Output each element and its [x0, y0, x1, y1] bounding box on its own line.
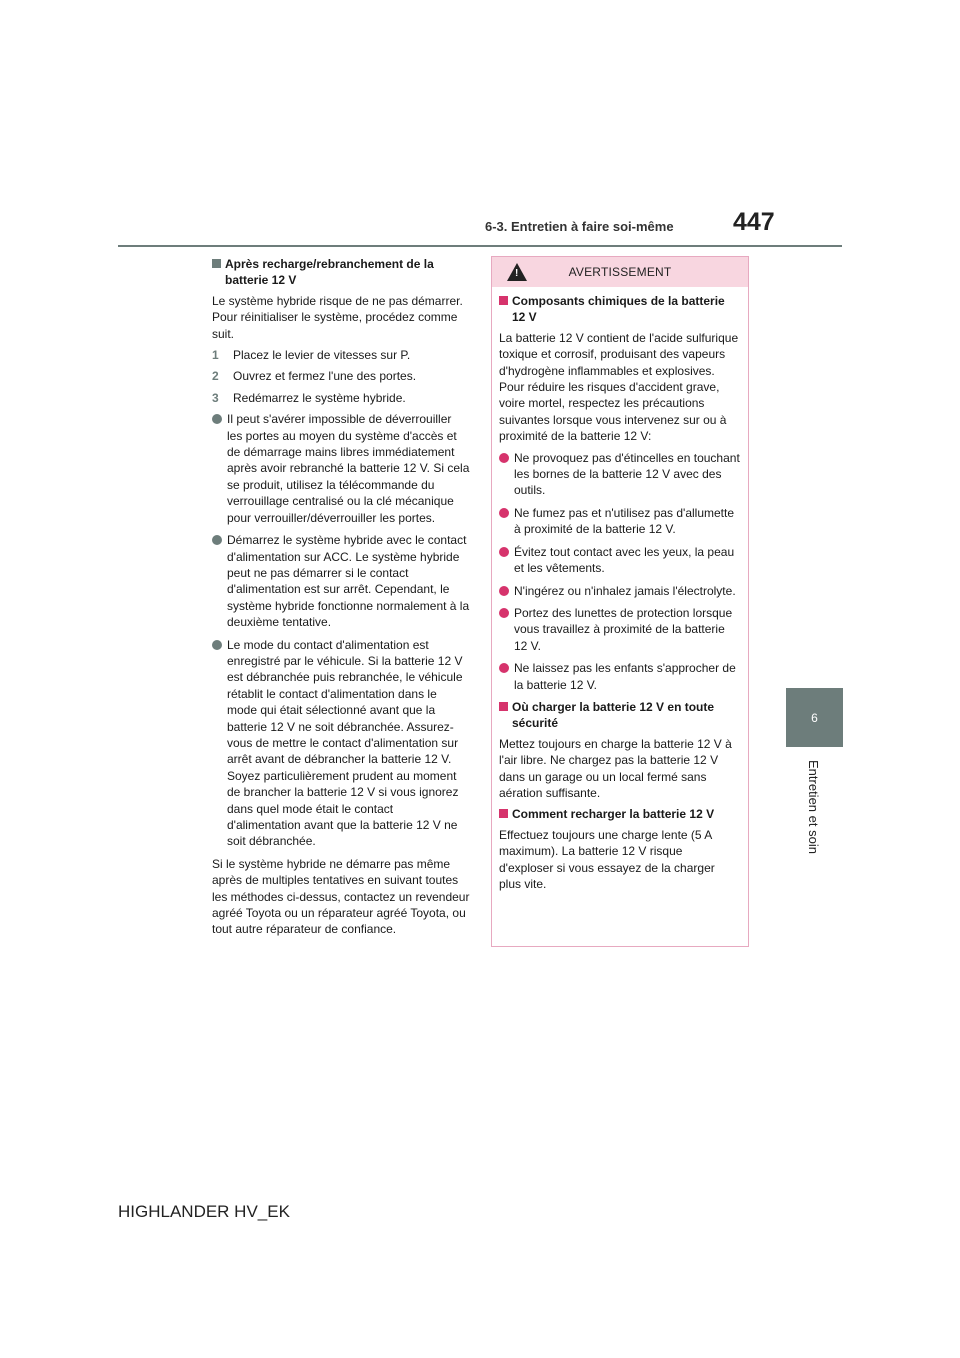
warning-heading: Où charger la batterie 12 V en toute sécurité	[499, 699, 740, 732]
list-item: Il peut s'avérer impossible de déverrouiller les portes au moyen du système d'accès et de démarrage mains libres immédiatement après avoir rebranché la batterie 12 V. Si cela se produit, utilisez la télécommande du verrouillage centralisé ou la clé mécanique pour verrouiller/déverrouiller les portes.	[212, 411, 470, 526]
circle-bullet-icon	[499, 586, 509, 596]
section-heading: Après recharge/rebranchement de la batterie 12 V	[212, 256, 470, 289]
circle-bullet-icon	[499, 453, 509, 463]
warning-paragraph: Effectuez toujours une charge lente (5 A maximum). La batterie 12 V risque d'exploser si vous essayez de la charger plus vite.	[499, 827, 715, 891]
step-item: 3 Redémarrez le système hybride.	[212, 390, 406, 405]
circle-bullet-icon	[499, 608, 509, 618]
warning-body	[492, 287, 748, 892]
warning-heading: Comment recharger la batterie 12 V	[499, 806, 740, 822]
square-bullet-icon	[499, 296, 508, 305]
warning-paragraph: La batterie 12 V contient de l'acide sulfurique toxique et corrosif, produisant des vapeurs d'hydrogène inflammables et explosives. Pour réduire les risques d'accident grave, voire mortel, respectez les précautions suivantes lorsque vous intervenez sur ou à proximité de la batterie 12 V:	[499, 330, 739, 444]
circle-bullet-icon	[212, 640, 222, 650]
warning-header	[492, 257, 748, 287]
intro-paragraph: Le système hybride risque de ne pas démarrer. Pour réinitialiser le système, procédez comme suit.	[212, 293, 463, 341]
warning-title: AVERTISSEMENT	[568, 264, 672, 279]
warning-list-item: N'ingérez ou n'inhalez jamais l'électrolyte.	[499, 583, 740, 599]
warning-list-item: Ne provoquez pas d'étincelles en touchant les bornes de la batterie 12 V avec des outils.	[499, 450, 740, 499]
square-bullet-icon	[499, 809, 508, 818]
footer-model: HIGHLANDER HV_EK	[118, 1202, 290, 1221]
circle-bullet-icon	[499, 663, 509, 673]
square-bullet-icon	[212, 259, 221, 268]
list-item: Démarrez le système hybride avec le contact d'alimentation sur ACC. Le système hybride peut ne pas démarrer si le contact d'alimentation est sur arrêt. Cependant, le système hybride fonctionne normalement à la deuxième tentative.	[212, 532, 470, 630]
warning-box	[491, 256, 749, 947]
warning-list-item: Ne laissez pas les enfants s'approcher de la batterie 12 V.	[499, 660, 740, 693]
step-number: 2	[212, 369, 219, 384]
circle-bullet-icon	[499, 508, 509, 518]
chapter-tab[interactable]	[786, 688, 843, 747]
step-number: 1	[212, 348, 219, 363]
header-divider	[118, 245, 842, 247]
closing-paragraph: Si le système hybride ne démarre pas même après de multiples tentatives en suivant toutes les méthodes ci-dessus, contactez un revendeur agréé Toyota ou un réparateur agréé Toyota, ou tout autre réparateur de confiance.	[212, 856, 470, 937]
warning-list-item: Ne fumez pas et n'utilisez pas d'allumette à proximité de la batterie 12 V.	[499, 505, 740, 538]
step-item: 1 Placez le levier de vitesses sur P.	[212, 348, 411, 363]
step-number: 3	[212, 390, 219, 405]
warning-paragraph: Mettez toujours en charge la batterie 12 V à l'air libre. Ne chargez pas la batterie 12 V dans un garage ou un local fermé sans aération suffisante.	[499, 736, 732, 800]
warning-list-item: Évitez tout contact avec les yeux, la peau et les vêtements.	[499, 544, 740, 577]
circle-bullet-icon	[212, 414, 222, 424]
step-item: 2 Ouvrez et fermez l'une des portes.	[212, 369, 417, 384]
circle-bullet-icon	[499, 547, 509, 557]
warning-heading: Composants chimiques de la batterie 12 V	[499, 293, 740, 326]
chapter-number: 6	[811, 710, 818, 725]
list-item: Le mode du contact d'alimentation est enregistré par le véhicule. Si la batterie 12 V est débranchée puis rebranchée, le véhicule rétablit le contact d'alimentation dans le mode qui était sélectionné avant que la batterie 12 V ne soit débranchée. Assurez-vous de mettre le contact d'alimentation sur arrêt avant de débrancher la batterie 12 V. Soyez particulièrement prudent au moment de brancher la batterie 12 V si vous ignorez dans quel mode était le contact d'alimentation avant que la batterie 12 V ne soit débranchée.	[212, 637, 470, 850]
warning-exclamation: !	[515, 268, 519, 279]
square-bullet-icon	[499, 702, 508, 711]
section-title: 6-3. Entretien à faire soi-même	[485, 219, 674, 234]
circle-bullet-icon	[212, 535, 222, 545]
warning-list-item: Portez des lunettes de protection lorsque vous travaillez à proximité de la batterie 12 V.	[499, 605, 740, 654]
chapter-label: Entretien et soin	[806, 760, 821, 854]
page-number: 447	[733, 208, 775, 236]
left-column	[212, 256, 470, 943]
